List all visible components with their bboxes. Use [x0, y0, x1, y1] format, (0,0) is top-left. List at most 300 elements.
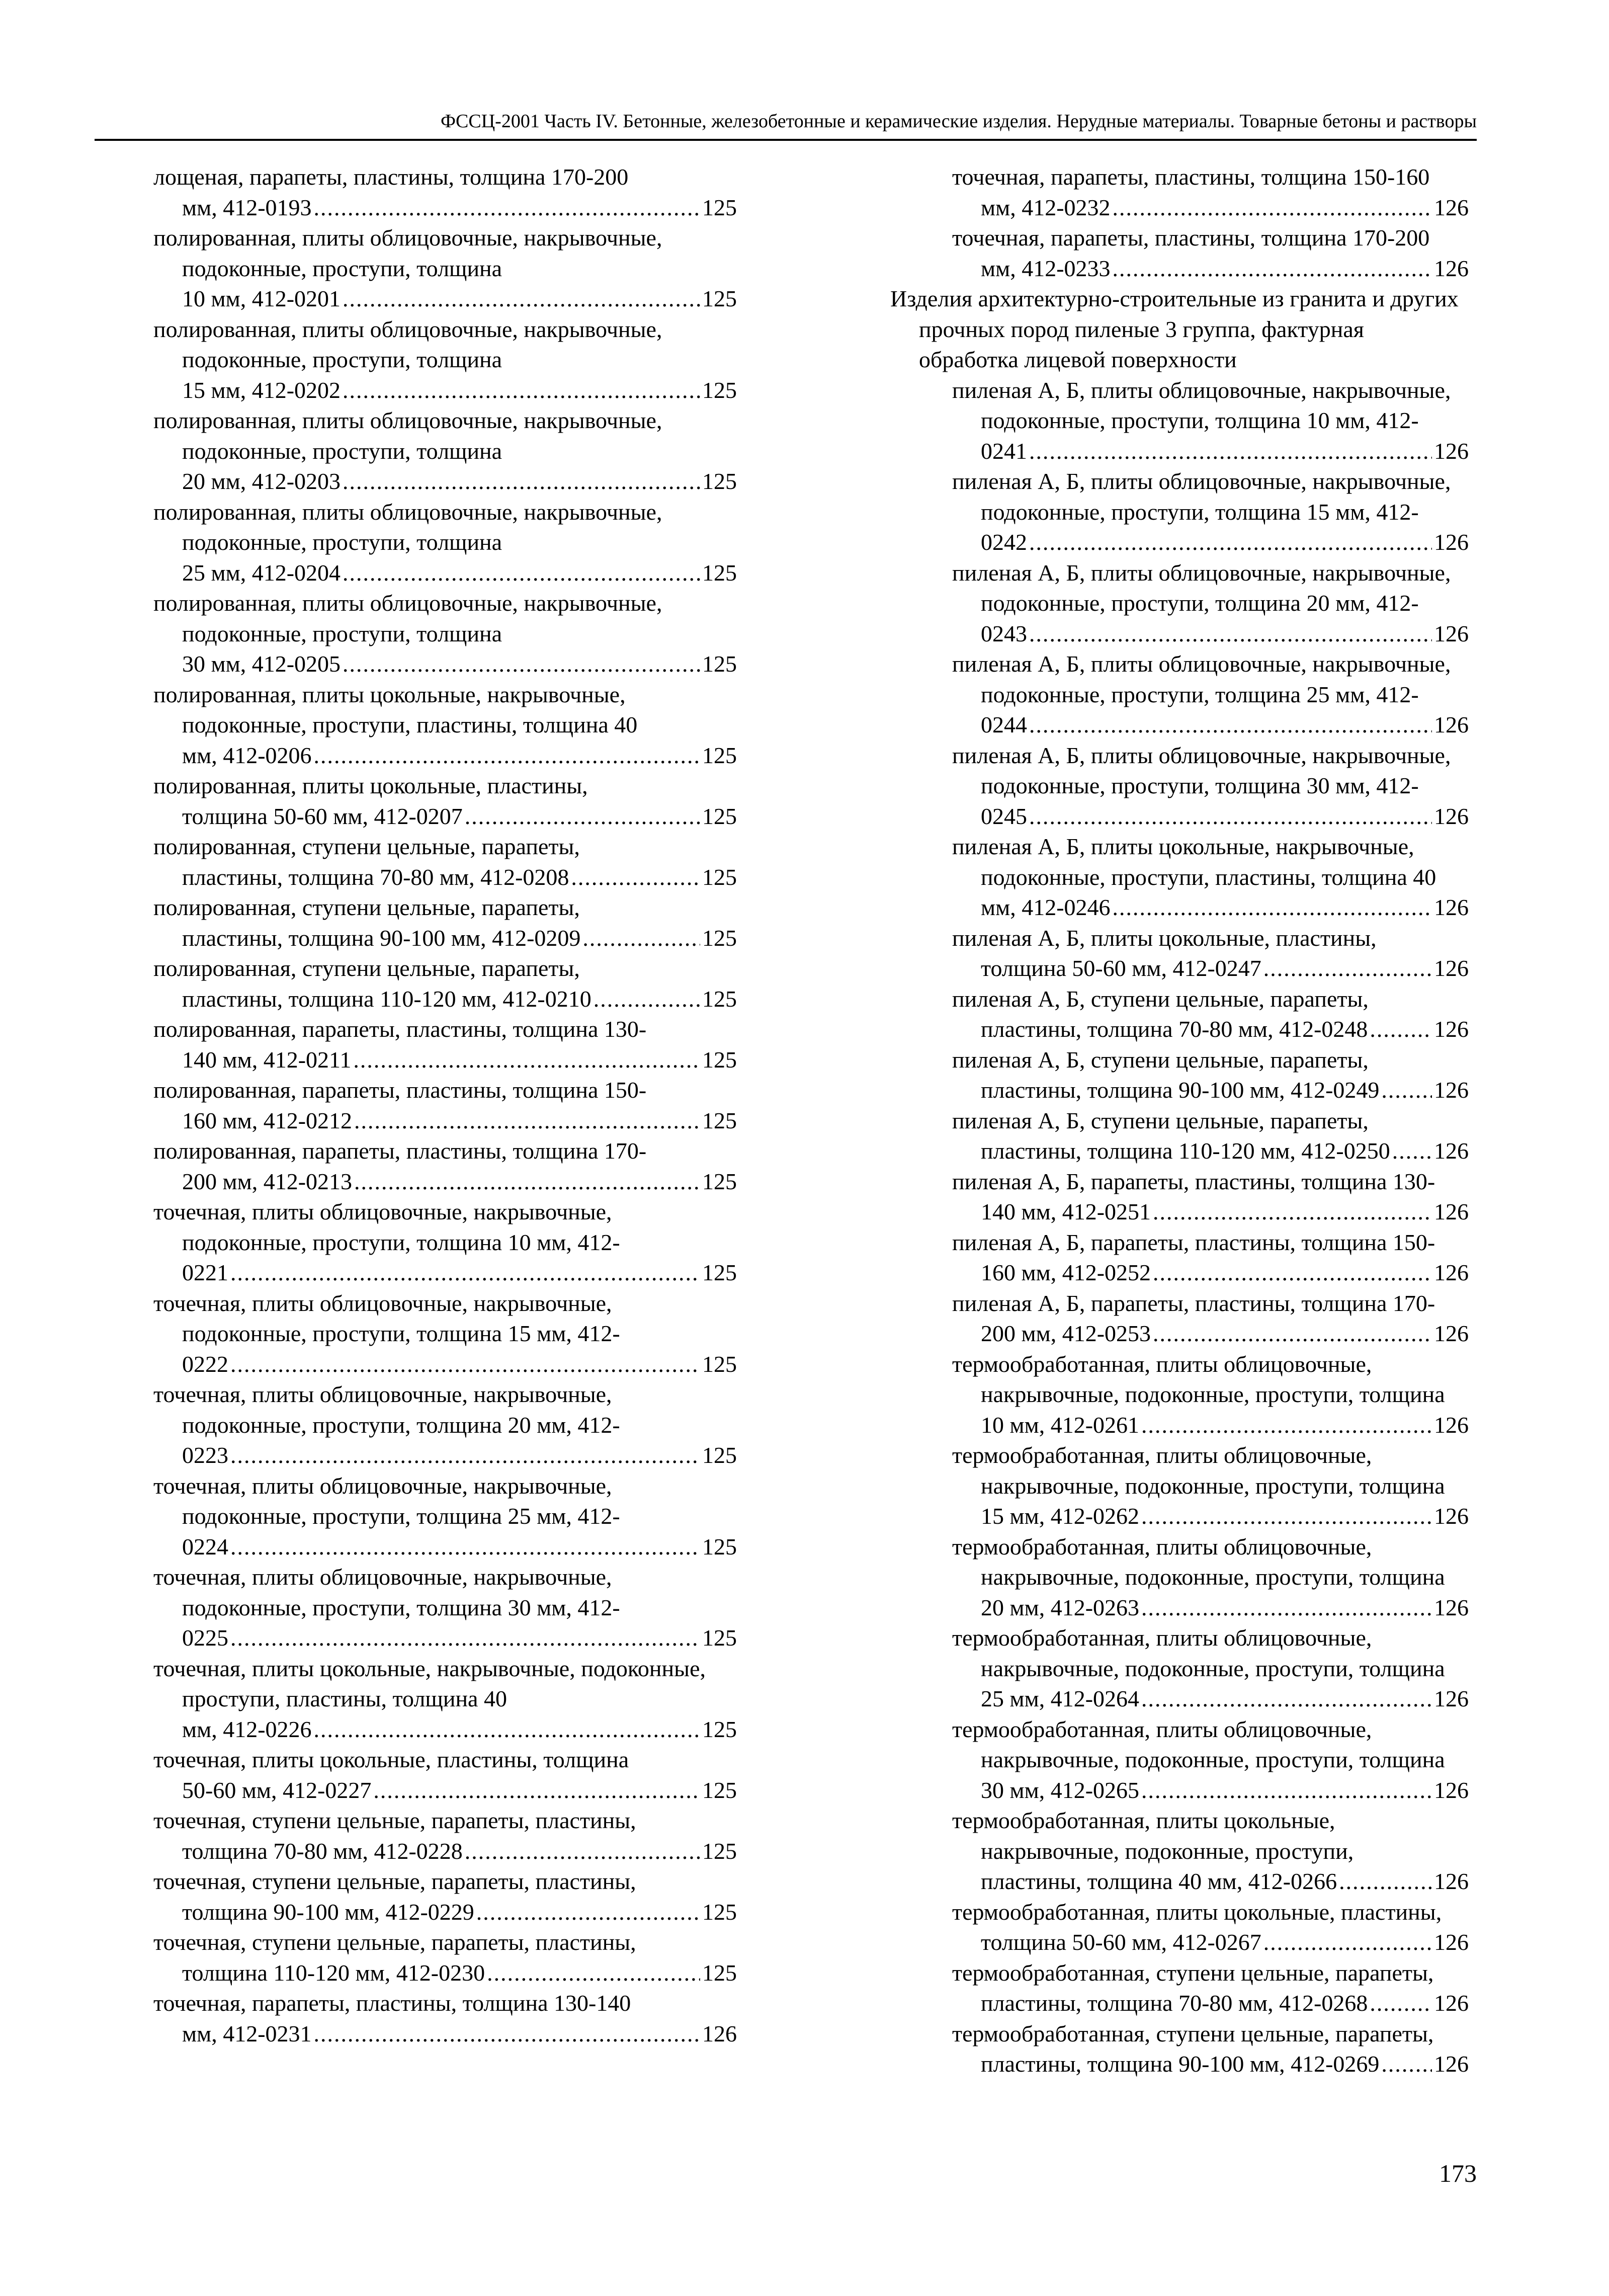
- index-entry-code: 140 мм, 412-0251: [981, 1199, 1151, 1224]
- dot-leader: [230, 1349, 700, 1380]
- index-entry-code: мм, 412-0226: [182, 1716, 312, 1742]
- index-entry: [153, 314, 737, 406]
- index-entry-text: термообработанная, плиты облицовочные, накрывочные, подоконные, проступи, толщина: [952, 1533, 1445, 1590]
- index-page-ref: 125: [702, 925, 737, 951]
- page-number: 173: [1439, 2159, 1477, 2187]
- index-entry-tail: [981, 710, 1469, 741]
- dot-leader: [1029, 710, 1432, 741]
- index-entry-code: 0222: [182, 1351, 228, 1377]
- dot-leader: [373, 1775, 700, 1806]
- dot-leader: [1153, 1258, 1432, 1288]
- index-entry: [153, 405, 737, 497]
- index-entry: [890, 223, 1469, 284]
- index-page-ref: 125: [702, 1442, 737, 1468]
- index-entry-code: толщина 70-80 мм, 412-0228: [182, 1838, 463, 1864]
- index-entry-text: точечная, парапеты, пластины, толщина 170-200: [952, 225, 1430, 251]
- index-entry: [153, 1471, 737, 1563]
- index-page-ref: 125: [702, 1777, 737, 1803]
- index-page-ref: 126: [1434, 529, 1469, 555]
- index-entry-text: лощеная, парапеты, пластины, толщина 170-200: [153, 164, 629, 190]
- dot-leader: [1263, 1927, 1432, 1958]
- index-page-ref: 126: [1434, 620, 1469, 646]
- dot-leader: [1141, 1775, 1432, 1806]
- index-page-ref: 125: [702, 1959, 737, 1986]
- index-entry: [890, 923, 1469, 984]
- index-entry-code: пластины, толщина 90-100 мм, 412-0209: [182, 925, 581, 951]
- dot-leader: [1339, 1866, 1432, 1897]
- index-entry: [890, 741, 1469, 832]
- dot-leader: [465, 801, 700, 832]
- index-entry-text: термообработанная, ступени цельные, парапеты,: [952, 1959, 1434, 1986]
- dot-leader: [1029, 619, 1432, 649]
- index-entry: [153, 1562, 737, 1654]
- index-entry: [890, 1227, 1469, 1288]
- dot-leader: [354, 1167, 700, 1197]
- index-entry-tail: [981, 1410, 1469, 1441]
- index-entry: [153, 588, 737, 680]
- index-page-ref: 125: [702, 986, 737, 1012]
- index-entry: [890, 1897, 1469, 1958]
- dot-leader: [1153, 1319, 1432, 1349]
- index-entry: [890, 1623, 1469, 1714]
- index-entry-tail: [981, 1501, 1469, 1532]
- index-entry-text: пиленая А, Б, парапеты, пластины, толщина 150-: [952, 1229, 1435, 1255]
- index-page-ref: 125: [702, 194, 737, 220]
- dot-leader: [314, 2019, 700, 2049]
- index-entry-tail: [182, 1623, 737, 1654]
- index-page-ref: 125: [702, 1168, 737, 1194]
- index-entry: [890, 1532, 1469, 1623]
- index-entry-code: 15 мм, 412-0262: [981, 1503, 1140, 1529]
- index-entry-tail: [182, 375, 737, 406]
- index-entry-tail: [981, 1927, 1469, 1958]
- index-entry-tail: [182, 1775, 737, 1806]
- index-entry-tail: [182, 466, 737, 497]
- dot-leader: [343, 649, 700, 680]
- index-entry-text: точечная, плиты облицовочные, накрывочные, подоконные, проступи, толщина 20 мм, 412-: [153, 1381, 620, 1438]
- index-entry: [153, 1197, 737, 1288]
- index-entry-text: точечная, плиты цокольные, накрывочные, подоконные, проступи, пластины, толщина 40: [153, 1655, 706, 1711]
- dot-leader: [1113, 254, 1432, 284]
- index-entry-code: 200 мм, 412-0213: [182, 1168, 353, 1194]
- index-entry-code: толщина 50-60 мм, 412-0207: [182, 803, 463, 829]
- dot-leader: [230, 1440, 700, 1471]
- index-entry: [890, 1714, 1469, 1806]
- index-entry-text: полированная, парапеты, пластины, толщина 150-: [153, 1077, 647, 1103]
- index-page-ref: 125: [702, 864, 737, 890]
- index-page-ref: 125: [702, 1716, 737, 1742]
- index-entry: [890, 832, 1469, 923]
- index-entry-code: 50-60 мм, 412-0227: [182, 1777, 372, 1803]
- index-page-ref: 126: [1434, 255, 1469, 281]
- dot-leader: [314, 193, 700, 223]
- index-entry-tail: [981, 953, 1469, 984]
- index-entry: [153, 1806, 737, 1866]
- index-entry: [153, 1136, 737, 1197]
- index-entry: [153, 1988, 737, 2049]
- index-entry-text: точечная, плиты облицовочные, накрывочные, подоконные, проступи, толщина 10 мм, 412-: [153, 1199, 620, 1255]
- dot-leader: [343, 466, 700, 497]
- header-rule: [95, 139, 1477, 141]
- index-entry-code: 20 мм, 412-0203: [182, 468, 341, 494]
- index-page-ref: 125: [702, 1533, 737, 1560]
- dot-leader: [1141, 1684, 1432, 1714]
- index-entry: [890, 466, 1469, 558]
- index-entry-tail: [981, 193, 1469, 223]
- dot-leader: [353, 1045, 700, 1076]
- index-entry-code: 30 мм, 412-0205: [182, 651, 341, 677]
- dot-leader: [476, 1897, 700, 1928]
- dot-leader: [1141, 1410, 1432, 1441]
- index-entry-code: 25 мм, 412-0204: [182, 559, 341, 586]
- index-entry: [153, 223, 737, 314]
- index-entry-code: пластины, толщина 40 мм, 412-0266: [981, 1868, 1337, 1894]
- index-column-right: [890, 162, 1469, 2080]
- index-entry: [153, 892, 737, 953]
- dot-leader: [487, 1958, 700, 1989]
- index-entry: [890, 162, 1469, 223]
- index-entry-tail: [182, 1045, 737, 1076]
- index-page-ref: 126: [1434, 2051, 1469, 2077]
- index-entry-code: мм, 412-0206: [182, 742, 312, 768]
- index-entry-code: 0244: [981, 712, 1027, 737]
- index-entry-text: пиленая А, Б, плиты облицовочные, накрывочные, подоконные, проступи, толщина 25 мм, 412-: [952, 651, 1451, 707]
- index-entry-code: 0245: [981, 803, 1027, 829]
- index-entry-tail: [182, 649, 737, 680]
- index-page-ref: 125: [702, 742, 737, 768]
- index-entry: [890, 1806, 1469, 1897]
- index-entry-text: пиленая А, Б, плиты облицовочные, накрывочные, подоконные, проступи, толщина 20 мм, 412-: [952, 559, 1451, 616]
- index-entry-tail: [182, 1897, 737, 1928]
- index-entry-text: пиленая А, Б, плиты цокольные, пластины,: [952, 925, 1377, 951]
- index-entry-text: полированная, плиты облицовочные, накрывочные, подоконные, проступи, толщина: [153, 316, 662, 372]
- index-entry-tail: [981, 1075, 1469, 1106]
- index-entry-tail: [182, 1532, 737, 1563]
- index-entry-text: полированная, плиты облицовочные, накрывочные, подоконные, проступи, толщина: [153, 225, 662, 281]
- index-entry-code: пластины, толщина 90-100 мм, 412-0269: [981, 2051, 1380, 2077]
- index-entry-code: мм, 412-0233: [981, 255, 1111, 281]
- index-entry-text: точечная, ступени цельные, парапеты, пластины,: [153, 1868, 636, 1894]
- index-entry-tail: [182, 193, 737, 223]
- index-entry: [153, 1288, 737, 1380]
- index-entry-code: 0242: [981, 529, 1027, 555]
- index-entry-text: точечная, парапеты, пластины, толщина 150-160: [952, 164, 1430, 190]
- index-entry-code: пластины, толщина 70-80 мм, 412-0268: [981, 1990, 1368, 2016]
- index-entry-code: пластины, толщина 110-120 мм, 412-0250: [981, 1138, 1390, 1164]
- index-entry-tail: [981, 1775, 1469, 1806]
- dot-leader: [1370, 1014, 1432, 1045]
- dot-leader: [1392, 1136, 1432, 1167]
- index-entry-tail: [182, 862, 737, 893]
- dot-leader: [230, 1258, 700, 1288]
- index-page-ref: 125: [702, 1899, 737, 1925]
- index-entry-text: пиленая А, Б, плиты цокольные, накрывочные, подоконные, проступи, пластины, толщина 40: [952, 834, 1436, 890]
- index-entry-code: толщина 90-100 мм, 412-0229: [182, 1899, 474, 1925]
- index-entry: [153, 680, 737, 771]
- index-entry-tail: [182, 558, 737, 589]
- index-entry: [890, 2019, 1469, 2080]
- index-entry-code: пластины, толщина 70-80 мм, 412-0208: [182, 864, 569, 890]
- dot-leader: [1113, 892, 1432, 923]
- index-entry-code: пластины, толщина 90-100 мм, 412-0249: [981, 1077, 1380, 1103]
- index-entry-text: пиленая А, Б, плиты облицовочные, накрывочные, подоконные, проступи, толщина 30 мм, 412-: [952, 742, 1451, 798]
- index-entry-code: толщина 110-120 мм, 412-0230: [182, 1959, 485, 1986]
- dot-leader: [343, 375, 700, 406]
- index-page-ref: 125: [702, 377, 737, 403]
- index-entry-tail: [182, 1714, 737, 1745]
- index-page-ref: 125: [702, 1107, 737, 1133]
- index-entry-tail: [981, 436, 1469, 467]
- index-entry-tail: [182, 1836, 737, 1867]
- index-entry-text: пиленая А, Б, ступени цельные, парапеты,: [952, 1107, 1369, 1133]
- index-entry-tail: [981, 1136, 1469, 1167]
- index-page-ref: 126: [1434, 894, 1469, 920]
- index-entry-text: термообработанная, плиты цокольные, накрывочные, подоконные, проступи,: [952, 1808, 1354, 1864]
- index-entry: [153, 162, 737, 223]
- index-entry: [890, 1045, 1469, 1106]
- index-entry: [890, 375, 1469, 467]
- index-entry-tail: [182, 1167, 737, 1197]
- index-page-ref: 125: [702, 803, 737, 829]
- index-entry-code: 30 мм, 412-0265: [981, 1777, 1140, 1803]
- index-entry: [890, 1106, 1469, 1167]
- dot-leader: [1381, 2049, 1432, 2080]
- index-entry: [890, 1440, 1469, 1532]
- index-entry-code: 25 мм, 412-0264: [981, 1686, 1140, 1711]
- index-page-ref: 125: [702, 286, 737, 311]
- index-entry: [890, 1958, 1469, 2019]
- index-entry-tail: [981, 1866, 1469, 1897]
- index-entry: [153, 1745, 737, 1806]
- index-entry-code: мм, 412-0231: [182, 2020, 312, 2046]
- index-page-ref: 126: [1434, 712, 1469, 737]
- index-entry-code: 160 мм, 412-0212: [182, 1107, 353, 1133]
- index-page-ref: 125: [702, 651, 737, 677]
- index-entry-text: точечная, ступени цельные, парапеты, пластины,: [153, 1808, 636, 1833]
- dot-leader: [1370, 1988, 1432, 2019]
- index-page-ref: 125: [702, 559, 737, 586]
- dot-leader: [1263, 953, 1432, 984]
- dot-leader: [314, 741, 700, 771]
- index-entry-tail: [182, 801, 737, 832]
- dot-leader: [465, 1836, 700, 1867]
- index-entry-code: 10 мм, 412-0261: [981, 1412, 1140, 1438]
- index-entry-code: 200 мм, 412-0253: [981, 1321, 1151, 1346]
- index-entry-code: мм, 412-0246: [981, 894, 1111, 920]
- index-entry-tail: [182, 984, 737, 1015]
- index-entry: [890, 558, 1469, 649]
- index-entry: [153, 1075, 737, 1136]
- index-page-ref: 126: [1434, 1016, 1469, 1042]
- index-entry: [153, 497, 737, 589]
- index-entry-code: 0241: [981, 438, 1027, 464]
- index-entry-text: полированная, плиты облицовочные, накрывочные, подоконные, проступи, толщина: [153, 590, 662, 646]
- index-entry-text: точечная, ступени цельные, парапеты, пластины,: [153, 1929, 636, 1955]
- index-entry-tail: [981, 619, 1469, 649]
- index-entry-text: полированная, ступени цельные, парапеты,: [153, 834, 580, 859]
- index-page-ref: 125: [702, 1260, 737, 1285]
- index-page-ref: 126: [1434, 1686, 1469, 1711]
- index-entry-tail: [182, 1106, 737, 1136]
- index-entry-text: термообработанная, плиты облицовочные, накрывочные, подоконные, проступи, толщина: [952, 1351, 1445, 1407]
- index-entry: [890, 649, 1469, 741]
- index-page-ref: 125: [702, 1838, 737, 1864]
- index-entry-text: точечная, плиты облицовочные, накрывочные, подоконные, проступи, толщина 25 мм, 412-: [153, 1472, 620, 1529]
- dot-leader: [343, 558, 700, 589]
- index-page-ref: 126: [1434, 1777, 1469, 1803]
- index-entry-text: точечная, плиты облицовочные, накрывочные, подоконные, проступи, толщина 15 мм, 412-: [153, 1290, 620, 1346]
- index-entry-tail: [182, 1258, 737, 1288]
- index-entry-text: полированная, парапеты, пластины, толщина 130-: [153, 1016, 647, 1042]
- index-entry-code: пластины, толщина 70-80 мм, 412-0248: [981, 1016, 1368, 1042]
- index-entry: [890, 984, 1469, 1045]
- index-entry: [153, 1654, 737, 1745]
- index-entry-tail: [182, 1958, 737, 1989]
- index-entry-text: термообработанная, плиты облицовочные, накрывочные, подоконные, проступи, толщина: [952, 1716, 1445, 1772]
- index-entry-text: пиленая А, Б, ступени цельные, парапеты,: [952, 1046, 1369, 1073]
- dot-leader: [1029, 801, 1432, 832]
- index-page-ref: 126: [702, 2020, 737, 2046]
- index-page-ref: 126: [1434, 1868, 1469, 1894]
- index-entry-tail: [981, 1258, 1469, 1288]
- index-entry-code: мм, 412-0232: [981, 194, 1111, 220]
- index-entry: [890, 1288, 1469, 1349]
- index-entry-code: 0221: [182, 1260, 228, 1285]
- dot-leader: [1153, 1197, 1432, 1227]
- index-column-left: [153, 162, 737, 2049]
- index-entry-code: мм, 412-0193: [182, 194, 312, 220]
- index-entry-text: полированная, плиты облицовочные, накрывочные, подоконные, проступи, толщина: [153, 407, 662, 464]
- index-entry-text: пиленая А, Б, парапеты, пластины, толщина 130-: [952, 1168, 1435, 1194]
- index-entry: [153, 832, 737, 892]
- index-entry-tail: [981, 254, 1469, 284]
- index-entry-tail: [182, 1440, 737, 1471]
- index-entry-code: 20 мм, 412-0263: [981, 1594, 1140, 1620]
- index-entry: [153, 1927, 737, 1988]
- index-entry-tail: [981, 1319, 1469, 1349]
- index-entry-tail: [981, 1593, 1469, 1623]
- index-entry-text: точечная, плиты облицовочные, накрывочные, подоконные, проступи, толщина 30 мм, 412-: [153, 1564, 620, 1620]
- dot-leader: [1141, 1501, 1432, 1532]
- index-entry-tail: [182, 284, 737, 314]
- index-entry-code: толщина 50-60 мм, 412-0247: [981, 955, 1261, 981]
- index-group-heading: Изделия архитектурно-строительные из гранита и других прочных пород пиленые 3 группа, фактурная обработка лицевой поверхности: [890, 286, 1459, 372]
- index-page-ref: 126: [1434, 1503, 1469, 1529]
- index-page-ref: 126: [1434, 1990, 1469, 2016]
- dot-leader: [1113, 193, 1432, 223]
- index-entry-tail: [182, 923, 737, 954]
- index-entry: [153, 953, 737, 1014]
- index-entry-text: пиленая А, Б, плиты облицовочные, накрывочные, подоконные, проступи, толщина 15 мм, 412-: [952, 468, 1451, 525]
- index-entry-code: 15 мм, 412-0202: [182, 377, 341, 403]
- index-entry: [153, 771, 737, 832]
- index-page-ref: 126: [1434, 1199, 1469, 1224]
- index-entry: [153, 1866, 737, 1927]
- index-page-ref: 126: [1434, 803, 1469, 829]
- index-page-ref: 126: [1434, 438, 1469, 464]
- index-entry-text: точечная, парапеты, пластины, толщина 130-140: [153, 1990, 631, 2016]
- index-entry-tail: [981, 1988, 1469, 2019]
- index-entry-text: пиленая А, Б, парапеты, пластины, толщина 170-: [952, 1290, 1435, 1316]
- dot-leader: [314, 1714, 700, 1745]
- index-page-ref: 126: [1434, 1929, 1469, 1955]
- index-entry-text: термообработанная, плиты облицовочные, накрывочные, подоконные, проступи, толщина: [952, 1442, 1445, 1499]
- index-entry-text: термообработанная, плиты цокольные, пластины,: [952, 1899, 1442, 1925]
- index-entry-text: полированная, плиты цокольные, пластины,: [153, 773, 588, 798]
- index-page-ref: 125: [702, 468, 737, 494]
- index-entry-code: 0224: [182, 1533, 228, 1560]
- index-entry-code: 0223: [182, 1442, 228, 1468]
- index-entry-tail: [981, 527, 1469, 558]
- index-page-ref: 126: [1434, 1594, 1469, 1620]
- index-entry-tail: [981, 1684, 1469, 1714]
- running-header: ФССЦ-2001 Часть IV. Бетонные, железобетонные и керамические изделия. Нерудные материалы. Товарные бетоны и растворы: [441, 111, 1477, 132]
- index-entry-tail: [981, 2049, 1469, 2080]
- dot-leader: [230, 1623, 700, 1654]
- index-page-ref: 126: [1434, 955, 1469, 981]
- index-page-ref: 126: [1434, 1260, 1469, 1285]
- index-entry-code: толщина 50-60 мм, 412-0267: [981, 1929, 1261, 1955]
- index-entry-tail: [182, 741, 737, 771]
- dot-leader: [354, 1106, 700, 1136]
- index-entry-text: полированная, плиты цокольные, накрывочные, подоконные, проступи, пластины, толщина 40: [153, 681, 638, 737]
- index-entry-code: 10 мм, 412-0201: [182, 286, 341, 311]
- index-entry-tail: [981, 1197, 1469, 1227]
- index-entry-tail: [182, 1349, 737, 1380]
- dot-leader: [582, 923, 700, 954]
- index-entry-code: 0225: [182, 1625, 228, 1651]
- index-entry-text: полированная, ступени цельные, парапеты,: [153, 955, 580, 981]
- index-entry-code: 0243: [981, 620, 1027, 646]
- dot-leader: [1029, 436, 1432, 467]
- index-entry-tail: [182, 2019, 737, 2049]
- index-entry-text: термообработанная, ступени цельные, парапеты,: [952, 2020, 1434, 2046]
- index-page-ref: 126: [1434, 1321, 1469, 1346]
- index-entry-tail: [981, 801, 1469, 832]
- index-entry: [153, 1379, 737, 1471]
- index-entry-text: полированная, ступени цельные, парапеты,: [153, 894, 580, 920]
- index-page-ref: 126: [1434, 1138, 1469, 1164]
- index-page-ref: 126: [1434, 194, 1469, 220]
- dot-leader: [230, 1532, 700, 1563]
- index-entry-code: 160 мм, 412-0252: [981, 1260, 1151, 1285]
- index-entry-code: пластины, толщина 110-120 мм, 412-0210: [182, 986, 591, 1012]
- index-entry-text: термообработанная, плиты облицовочные, накрывочные, подоконные, проступи, толщина: [952, 1625, 1445, 1681]
- index-entry-text: пиленая А, Б, ступени цельные, парапеты,: [952, 986, 1369, 1012]
- dot-leader: [594, 984, 700, 1015]
- index-page-ref: 125: [702, 1625, 737, 1651]
- dot-leader: [1029, 527, 1432, 558]
- index-entry-code: 140 мм, 412-0211: [182, 1046, 352, 1073]
- index-entry-tail: [981, 892, 1469, 923]
- dot-leader: [1141, 1593, 1432, 1623]
- index-entry: [890, 1349, 1469, 1441]
- index-entry-text: точечная, плиты цокольные, пластины, толщина: [153, 1747, 629, 1772]
- index-entry: [153, 1014, 737, 1075]
- index-page-ref: 126: [1434, 1412, 1469, 1438]
- index-entry-tail: [981, 1014, 1469, 1045]
- index-entry-text: пиленая А, Б, плиты облицовочные, накрывочные, подоконные, проступи, толщина 10 мм, 412-: [952, 377, 1451, 433]
- dot-leader: [343, 284, 700, 314]
- dot-leader: [571, 862, 700, 893]
- index-page-ref: 125: [702, 1351, 737, 1377]
- index-entry-text: полированная, плиты облицовочные, накрывочные, подоконные, проступи, толщина: [153, 499, 662, 555]
- index-page-ref: 125: [702, 1046, 737, 1073]
- index-entry-text: полированная, парапеты, пластины, толщина 170-: [153, 1138, 647, 1164]
- index-page-ref: 126: [1434, 1077, 1469, 1103]
- dot-leader: [1381, 1075, 1432, 1106]
- index-entry: [890, 1167, 1469, 1227]
